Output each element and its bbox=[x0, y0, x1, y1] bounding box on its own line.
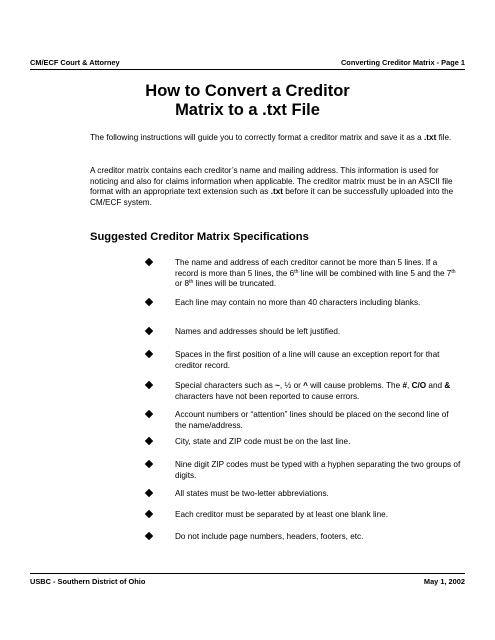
list-item-text: All states must be two-letter abbreviations. bbox=[175, 489, 329, 498]
b5-text-a: Special characters such as bbox=[175, 381, 276, 390]
list-item-text bbox=[175, 381, 462, 402]
list-item-text: Spaces in the first position of a line will cause an exception report for that creditor record. bbox=[175, 350, 440, 370]
document-title bbox=[0, 82, 495, 120]
footer-right-text: May 1, 2002 bbox=[423, 577, 465, 586]
title-line-1: How to Convert a Creditor bbox=[145, 82, 350, 100]
list-item-text: Names and addresses should be left justified. bbox=[175, 327, 341, 336]
diamond-bullet-icon bbox=[145, 437, 153, 445]
b5-text-f: characters have not been reported to cause errors. bbox=[175, 391, 360, 401]
intro-p1-text-b: file. bbox=[436, 133, 452, 142]
diamond-bullet-icon bbox=[145, 258, 153, 266]
b5-tilde: ~ bbox=[275, 381, 280, 390]
diamond-bullet-icon bbox=[145, 410, 153, 418]
b5-co: C/O bbox=[411, 381, 427, 390]
diamond-bullet-icon bbox=[145, 460, 153, 468]
list-item-text: Do not include page numbers, headers, footers, etc. bbox=[175, 532, 364, 541]
list-item-text: Nine digit ZIP codes must be typed with a hyphen separating the two groups of digits. bbox=[175, 460, 461, 480]
diamond-bullet-icon bbox=[145, 381, 153, 389]
intro-p2-text-b: before it can be successfully uploaded into the CM/ECF system. bbox=[90, 187, 454, 207]
diamond-bullet-icon bbox=[145, 510, 153, 518]
b1-text-d: lines will be truncated. bbox=[193, 279, 277, 288]
list-item-text: Each line may contain no more than 40 characters including blanks. bbox=[175, 298, 421, 307]
intro-p2-bold: .txt bbox=[270, 187, 283, 196]
b5-amp: & bbox=[444, 381, 451, 390]
b5-hash: # bbox=[402, 381, 407, 390]
intro-p1-bold: .txt bbox=[424, 133, 437, 142]
diamond-bullet-icon bbox=[145, 327, 153, 335]
b1-superscript: th bbox=[451, 268, 456, 275]
diamond-bullet-icon bbox=[145, 350, 153, 358]
b1-text-a: The name and address of each creditor cannot be more than 5 lines. If a record is more than 5 lines, the 6 bbox=[175, 258, 438, 278]
list-item-text: City, state and ZIP code must be on the last line. bbox=[175, 437, 351, 446]
b1-superscript: th bbox=[189, 279, 194, 285]
list-item-text: Each creditor must be separated by at least one blank line. bbox=[175, 510, 388, 519]
diamond-bullet-icon bbox=[145, 298, 153, 306]
b1-text-c: or 8 bbox=[175, 279, 190, 288]
title-line-2: Matrix to a .txt File bbox=[175, 101, 320, 119]
footer-left-text: USBC - Southern District of Ohio bbox=[30, 577, 146, 586]
intro-p2-text-a: A creditor matrix contains each creditor’s name and mailing address. This information is used for noticing and also for claims information when applicable. The creditor matrix must be in an ASCII file format with an appropriate text extension such as bbox=[90, 166, 453, 196]
diamond-bullet-icon bbox=[145, 489, 153, 497]
intro-paragraph-1 bbox=[90, 133, 462, 144]
b5-caret: ^ bbox=[303, 381, 308, 390]
b5-text-d: , bbox=[407, 381, 412, 390]
page-header bbox=[30, 57, 465, 70]
diamond-bullet-icon bbox=[145, 532, 153, 540]
list-item-text bbox=[175, 258, 462, 290]
header-right-text: Converting Creditor Matrix - Page 1 bbox=[340, 58, 465, 67]
b5-text-b: , ½ or bbox=[279, 381, 304, 390]
section-heading: Suggested Creditor Matrix Specifications bbox=[90, 231, 309, 243]
page-footer bbox=[30, 573, 465, 586]
b1-superscript: th bbox=[294, 268, 299, 275]
header-left-text: CM/ECF Court & Attorney bbox=[30, 58, 120, 67]
intro-p1-text-a: The following instructions will guide you to correctly format a creditor matrix and save it as a bbox=[90, 133, 425, 142]
list-item-text: Account numbers or “attention” lines should be placed on the second line of the name/address. bbox=[175, 410, 449, 430]
b5-text-c: will cause problems. The bbox=[307, 381, 403, 390]
b5-text-e: and bbox=[426, 381, 445, 390]
b1-text-b: line will be combined with line 5 and the 7 bbox=[298, 268, 452, 278]
intro-paragraph-2 bbox=[90, 166, 462, 208]
